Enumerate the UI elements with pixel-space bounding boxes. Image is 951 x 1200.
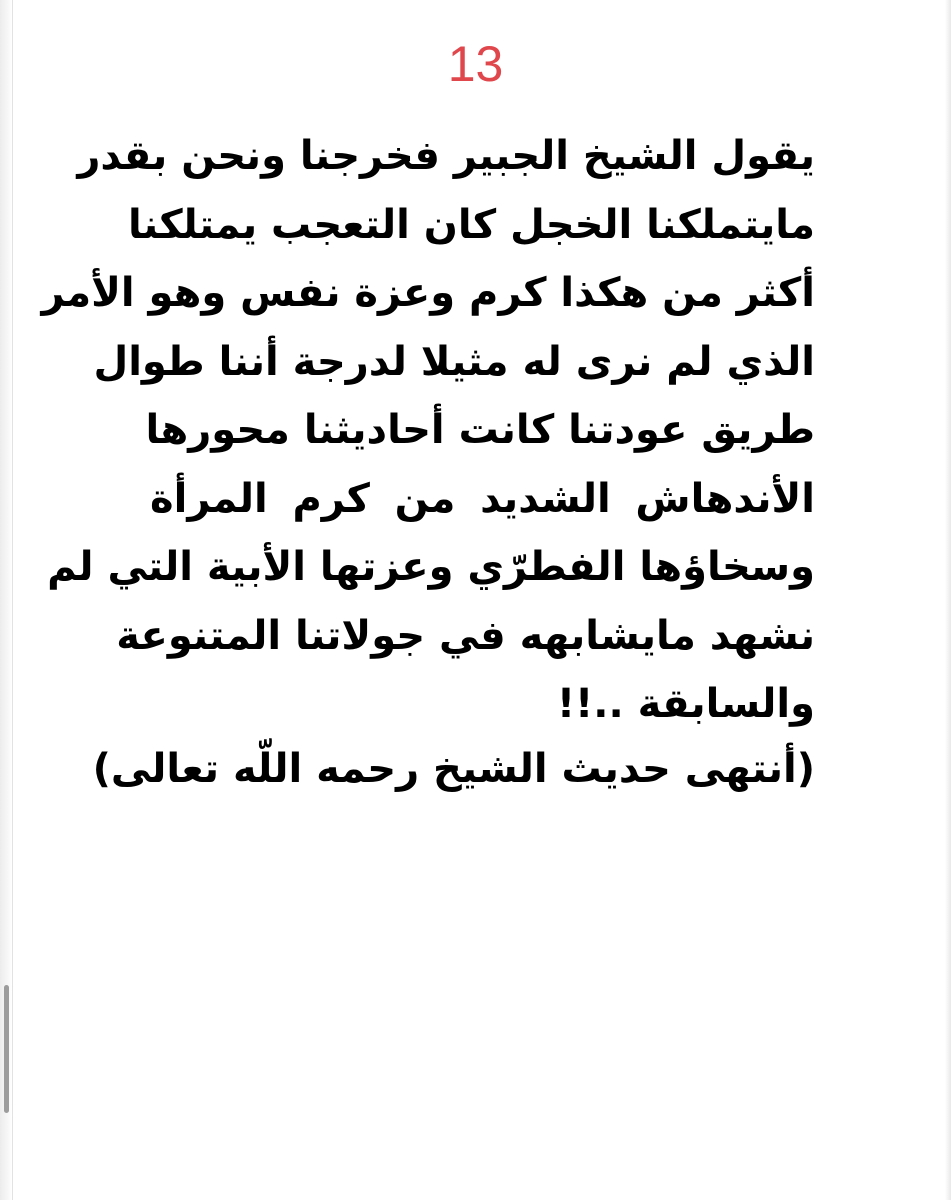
text-line: يقول الشيخ الجبير فخرجنا ونحن بقدر [77, 133, 815, 179]
closing-note: (أنتهى حديث الشيخ رحمه اللّه تعالى) [92, 746, 815, 792]
text-line: الأندهاش الشديد من كرم المرأة [150, 475, 815, 522]
body-paragraph [41, 122, 815, 739]
text-line: الذي لم نرى له مثيلا لدرجة أننا طوال [93, 338, 815, 385]
text-line: نشهد مايشابهه في جولاتنا المتنوعة [116, 612, 815, 659]
text-line: وسخاؤها الفطرّي وعزتها الأبية التي لم [47, 544, 815, 590]
vertical-scrollbar[interactable] [4, 985, 9, 1113]
page-right-edge [945, 0, 951, 1200]
page-number: 13 [447, 36, 504, 92]
text-line: أكثر من هكذا كرم وعزة نفس وهو الأمر [41, 270, 815, 316]
text-line: مايتملكنا الخجل كان التعجب يمتلكنا [127, 201, 815, 248]
text-line: طريق عودتنا كانت أحاديثنا محورها [145, 407, 815, 453]
text-line: والسابقة ..!! [556, 681, 815, 727]
